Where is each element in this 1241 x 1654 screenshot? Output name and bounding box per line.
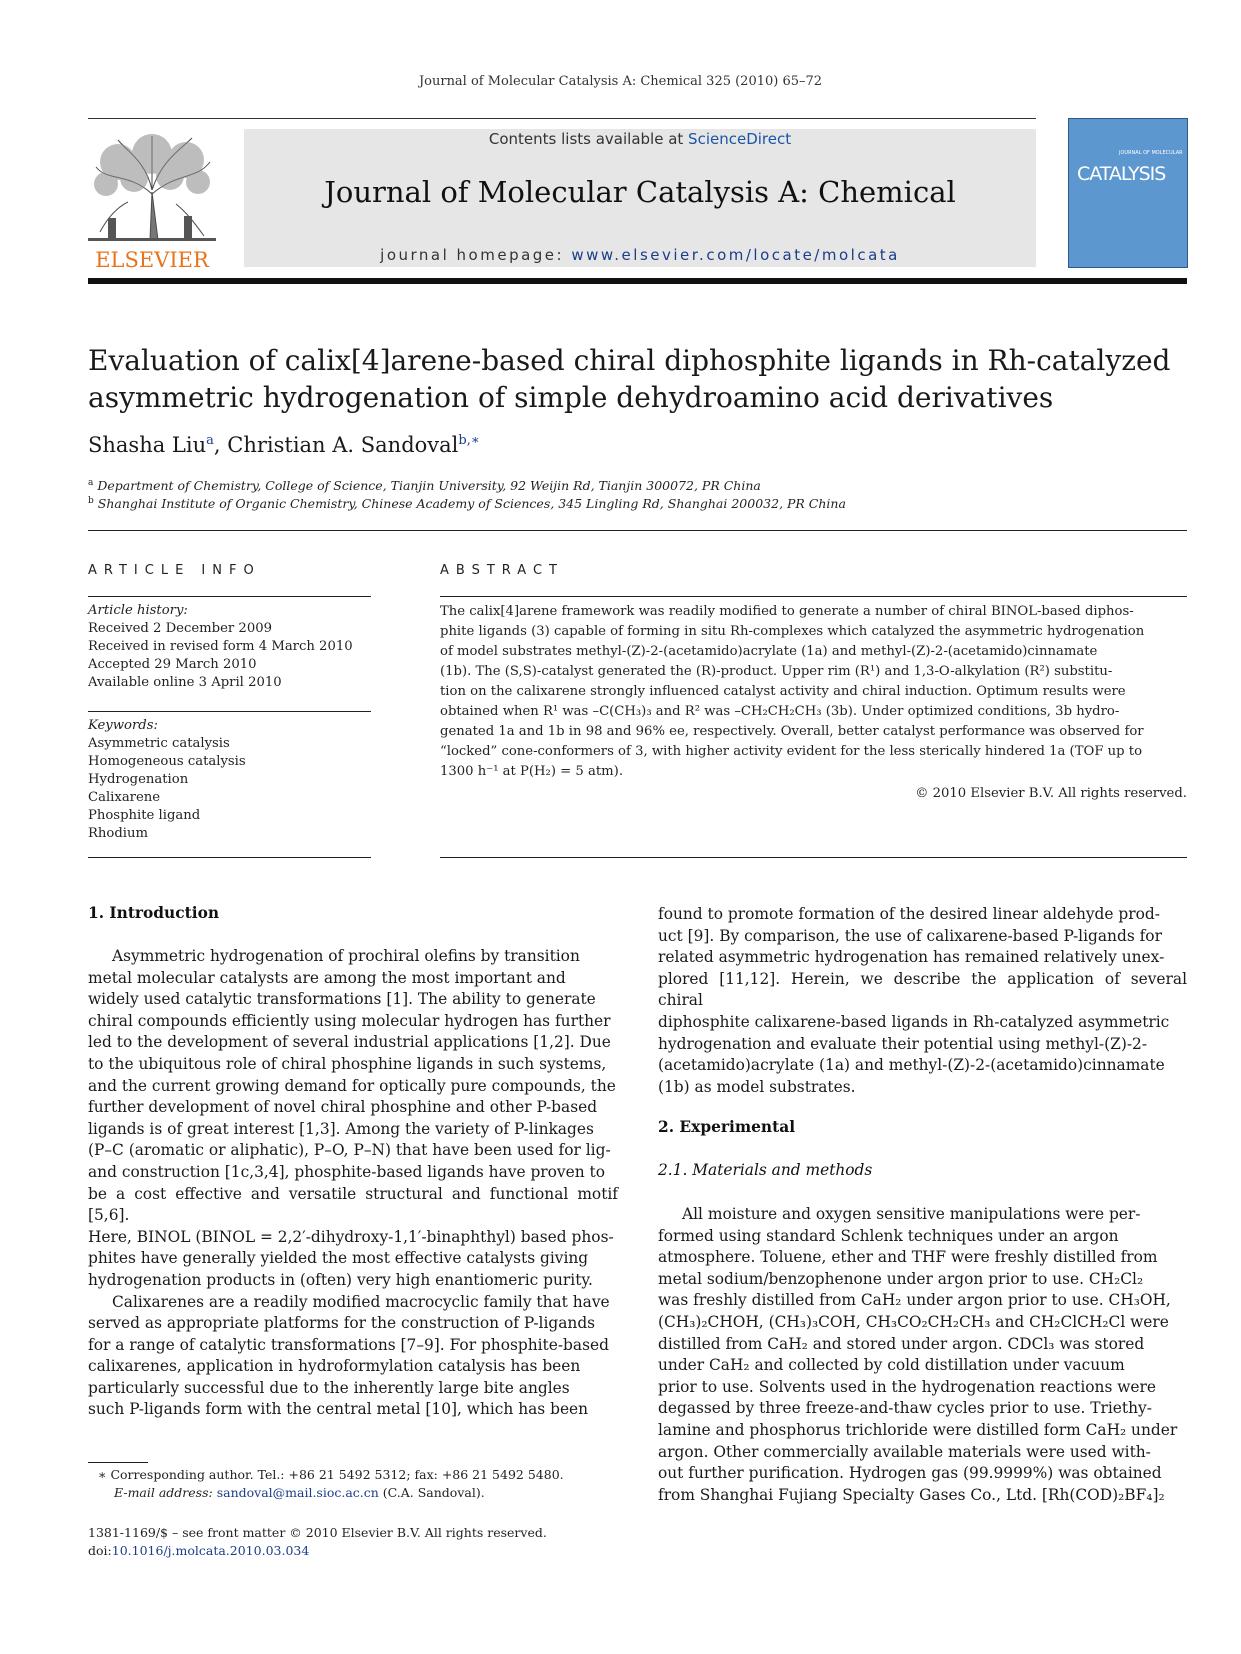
body-line: and the current growing demand for optically pure compounds, the (88, 1076, 616, 1095)
body-line: chiral compounds efficiently using molecular hydrogen has further (88, 1011, 611, 1030)
sciencedirect-link[interactable]: ScienceDirect (688, 130, 792, 148)
homepage-prefix: journal homepage: (380, 246, 572, 264)
body-line: (acetamido)acrylate (1a) and methyl-(Z)-2-(acetamido)cinnamate (658, 1056, 1165, 1075)
subsection-heading-materials: 2.1. Materials and methods (658, 1161, 873, 1179)
divider (88, 857, 371, 858)
author-affil-link[interactable]: b,∗ (458, 433, 480, 448)
body-line: hydrogenation products in (often) very high enantiomeric purity. (88, 1270, 593, 1289)
header-rule (88, 118, 1036, 119)
section-heading-introduction: 1. Introduction (88, 904, 220, 922)
abstract-line: of model substrates methyl-(Z)-2-(acetamido)acrylate (1a) and methyl-(Z)-2-(acetamido)cinnamate (440, 644, 1098, 659)
body-line: phites have generally yielded the most effective catalysts giving (88, 1249, 589, 1268)
issn-line: 1381-1169/$ – see front matter © 2010 Elsevier B.V. All rights reserved. (88, 1525, 547, 1540)
body-line: atmosphere. Toluene, ether and THF were freshly distilled from (658, 1248, 1158, 1267)
doi-link[interactable]: 10.1016/j.molcata.2010.03.034 (111, 1543, 310, 1558)
body-line: and construction [1c,3,4], phosphite-based ligands have proven to (88, 1162, 605, 1181)
body-line: particularly successful due to the inherently large bite angles (88, 1378, 570, 1397)
body-line: led to the development of several industrial applications [1,2]. Due (88, 1033, 611, 1052)
keyword-item: Calixarene (88, 790, 161, 805)
body-line: diphosphite calixarene-based ligands in Rh-catalyzed asymmetric (658, 1012, 1170, 1031)
doi-line (88, 1542, 648, 1560)
divider (88, 596, 371, 597)
author-affil-link[interactable]: a (206, 433, 214, 448)
corresponding-author-note: ∗ Corresponding author. Tel.: +86 21 5492 5312; fax: +86 21 5492 5480. (98, 1467, 564, 1482)
journal-cover-thumbnail[interactable] (1068, 118, 1188, 268)
body-line: found to promote formation of the desired linear aldehyde prod- (658, 905, 1160, 923)
keywords-heading: Keywords: (88, 718, 158, 733)
email-suffix: (C.A. Sandoval). (378, 1485, 485, 1500)
affiliation-mark: b (88, 496, 94, 506)
divider (440, 596, 1187, 597)
author-name: Christian A. Sandoval (227, 433, 459, 457)
body-line: (CH₃)₂CHOH, (CH₃)₃COH, CH₃CO₂CH₂CH₃ and CH₂ClCH₂Cl were (658, 1312, 1169, 1331)
intro-paragraph-continued (658, 904, 1187, 1098)
body-line: from Shanghai Fujiang Specialty Gases Co., Ltd. [Rh(COD)₂BF₄]₂ (658, 1485, 1165, 1504)
keyword-item: Hydrogenation (88, 772, 189, 787)
abstract-copyright: © 2010 Elsevier B.V. All rights reserved. (915, 786, 1187, 801)
body-line: distilled from CaH₂ and stored under argon. CDCl₃ was stored (658, 1334, 1145, 1353)
body-line: related asymmetric hydrogenation has remained relatively unex- (658, 948, 1165, 967)
journal-banner (244, 129, 1036, 267)
homepage-link[interactable]: www.elsevier.com/locate/molcata (571, 246, 900, 264)
keyword-item: Phosphite ligand (88, 808, 201, 823)
affiliation-b (88, 496, 846, 511)
journal-title: Journal of Molecular Catalysis A: Chemical (324, 175, 956, 209)
abstract-line: (1b). The (S,S)-catalyst generated the (R)-product. Upper rim (R¹) and 1,3-O-alkylation (R²) substitu- (440, 664, 1113, 679)
email-note (98, 1484, 628, 1502)
body-line: Calixarenes are a readily modified macrocyclic family that have (112, 1292, 610, 1311)
affiliation-text: Department of Chemistry, College of Science, Tianjin University, 92 Weijin Rd, Tianjin 300072, PR China (97, 478, 761, 494)
footnotes (98, 1466, 628, 1502)
abstract-label: ABSTRACT (440, 563, 564, 578)
body-line: further development of novel chiral phosphine and other P-based (88, 1098, 598, 1117)
keyword-item: Asymmetric catalysis (88, 736, 230, 751)
tree-icon (88, 132, 216, 244)
email-link[interactable]: sandoval@mail.sioc.ac.cn (216, 1485, 379, 1500)
running-head: Journal of Molecular Catalysis A: Chemical 325 (2010) 65–72 (418, 74, 823, 89)
abstract-line: obtained when R¹ was –C(CH₃)₃ and R² was –CH₂CH₂CH₃ (3b). Under optimized conditions, 3b hydro- (440, 704, 1120, 719)
abstract-line: “locked” cone-conformers of 3, with higher activity evident for the less sterically hindered 1a (TOF up to (440, 744, 1143, 759)
body-line: hydrogenation and evaluate their potential using methyl-(Z)-2- (658, 1034, 1148, 1053)
divider (88, 530, 1187, 531)
body-line: All moisture and oxygen sensitive manipulations were per- (682, 1205, 1141, 1223)
body-line: uct [9]. By comparison, the use of calixarene-based P-ligands for (658, 926, 1162, 945)
body-line: to the ubiquitous role of chiral phosphine ligands in such systems, (88, 1054, 607, 1073)
doi-prefix: doi: (88, 1543, 112, 1558)
masthead-rule (88, 278, 1187, 284)
experimental-paragraph (658, 1204, 1187, 1506)
body-line: calixarenes, application in hydroformylation catalysis has been (88, 1357, 581, 1376)
body-line: lamine and phosphorus trichloride were distilled form CaH₂ under (658, 1420, 1178, 1439)
body-line: out further purification. Hydrogen gas (99.9999%) was obtained (658, 1464, 1162, 1483)
body-line: (P–C (aromatic or aliphatic), P–O, P–N) that have been used for lig- (88, 1141, 611, 1160)
keywords (88, 717, 371, 843)
article-title (88, 342, 1187, 416)
article-info-label: ARTICLE INFO (88, 563, 261, 578)
cover-small-text: JOURNAL OF MOLECULAR (1119, 150, 1183, 156)
body-line: metal sodium/benzophenone under argon prior to use. CH₂Cl₂ (658, 1269, 1144, 1288)
body-line: such P-ligands form with the central metal [10], which has been (88, 1400, 589, 1419)
keyword-item: Rhodium (88, 826, 149, 841)
history-item: Received in revised form 4 March 2010 (88, 639, 353, 654)
issn-block (88, 1524, 648, 1560)
cover-title: CATALYSIS (1077, 163, 1166, 185)
author-list (88, 433, 480, 457)
intro-paragraph-1 (88, 946, 618, 1421)
body-line: (1b) as model substrates. (658, 1077, 856, 1096)
keyword-item: Homogeneous catalysis (88, 754, 246, 769)
history-item: Available online 3 April 2010 (88, 675, 282, 690)
body-line: widely used catalytic transformations [1]. The ability to generate (88, 990, 596, 1009)
body-line: metal molecular catalysts are among the most important and (88, 968, 566, 987)
body-line: degassed by three freeze-and-thaw cycles prior to use. Triethy- (658, 1399, 1152, 1418)
author-name: Shasha Liu (88, 433, 207, 457)
footnote-rule (88, 1462, 148, 1463)
body-line: under CaH₂ and collected by cold distillation under vacuum (658, 1356, 1125, 1375)
body-line: formed using standard Schlenk techniques under an argon (658, 1226, 1119, 1245)
section-heading-experimental: 2. Experimental (658, 1118, 796, 1136)
affiliation-text: Shanghai Institute of Organic Chemistry, Chinese Academy of Sciences, 345 Lingling Rd, Shanghai 200032, PR China (97, 496, 846, 512)
body-line: argon. Other commercially available materials were used with- (658, 1442, 1151, 1461)
abstract-line: The calix[4]arene framework was readily modified to generate a number of chiral BINOL-based diphos- (440, 604, 1134, 619)
body-line: for a range of catalytic transformations [7–9]. For phosphite-based (88, 1335, 609, 1354)
elsevier-logo[interactable] (88, 132, 216, 272)
divider (88, 711, 371, 712)
abstract-line: genated 1a and 1b in 98 and 96% ee, respectively. Overall, better catalyst performance was observed for (440, 724, 1144, 739)
abstract-body (440, 602, 1187, 804)
article-history (88, 602, 371, 692)
contents-prefix: Contents lists available at (488, 130, 689, 148)
title-line-1: Evaluation of calix[4]arene-based chiral diphosphite ligands in Rh-catalyzed (88, 344, 1171, 377)
history-item: Accepted 29 March 2010 (88, 657, 257, 672)
abstract-line: tion on the calixarene strongly influenced catalyst activity and chiral induction. Optimum results were (440, 684, 1126, 699)
divider (440, 857, 1187, 858)
history-heading: Article history: (88, 603, 188, 618)
body-line: Here, BINOL (BINOL = 2,2′-dihydroxy-1,1′-binaphthyl) based phos- (88, 1227, 614, 1246)
body-line: plored [11,12]. Herein, we describe the application of several chiral (658, 969, 1187, 1010)
affiliation-mark: a (88, 478, 94, 488)
body-line: prior to use. Solvents used in the hydrogenation reactions were (658, 1377, 1156, 1396)
contents-line (244, 130, 1036, 148)
abstract-line: phite ligands (3) capable of forming in situ Rh-complexes which catalyzed the asymmetric hydrogenation (440, 624, 1145, 639)
body-line: Asymmetric hydrogenation of prochiral olefins by transition (112, 947, 580, 965)
elsevier-wordmark: ELSEVIER (95, 248, 209, 272)
history-item: Received 2 December 2009 (88, 621, 272, 636)
body-line: be a cost effective and versatile structural and functional motif [5,6]. (88, 1184, 618, 1225)
author-separator: , (213, 433, 228, 457)
body-line: ligands is of great interest [1,3]. Among the variety of P-linkages (88, 1119, 594, 1138)
affiliation-a (88, 478, 761, 493)
body-line: served as appropriate platforms for the construction of P-ligands (88, 1314, 596, 1333)
title-line-2: asymmetric hydrogenation of simple dehydroamino acid derivatives (88, 381, 1054, 414)
homepage-line (244, 246, 1036, 264)
email-label: E-mail address: (114, 1485, 217, 1500)
abstract-line: 1300 h⁻¹ at P(H₂) = 5 atm). (440, 764, 624, 779)
body-line: was freshly distilled from CaH₂ under argon prior to use. CH₃OH, (658, 1291, 1171, 1310)
